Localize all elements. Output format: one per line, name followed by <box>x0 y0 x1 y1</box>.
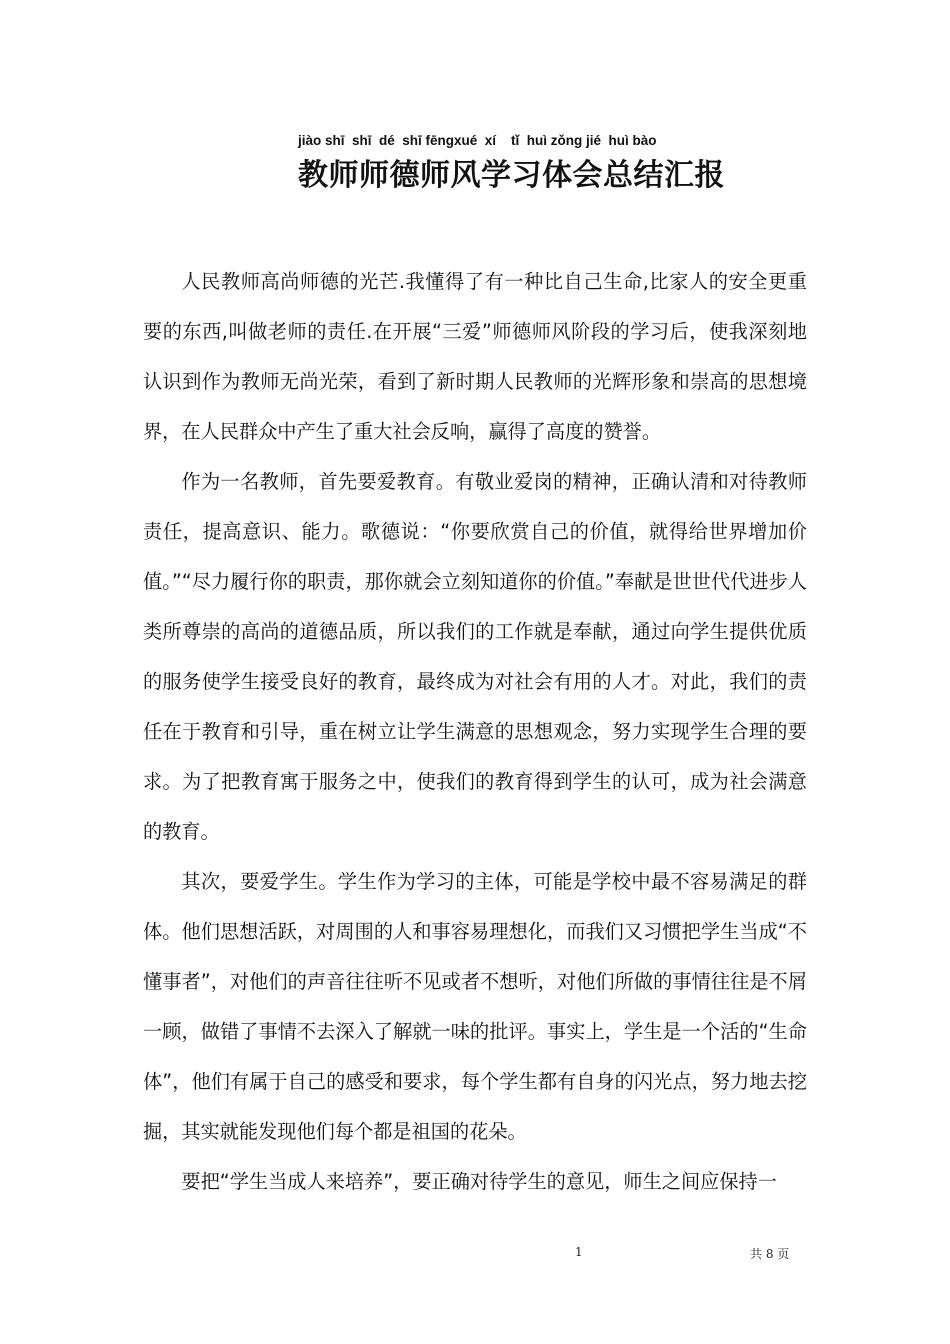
paragraph: 人民教师高尚师德的光芒.我懂得了有一种比自己生命,比家人的安全更重要的东西,叫做老师的责任.在开展“三爱”师德师风阶段的学习后，使我深刻地认识到作为教师无尚光荣，看到了新时期人民教师的光辉形象和崇高的思想境界，在人民群众中产生了重大社会反响，赢得了高度的赞誉。 <box>143 270 807 443</box>
paragraph: 要把“学生当成人来培养”，要正确对待学生的意见，师生之间应保持一 <box>181 1170 777 1193</box>
page-number: 1 <box>575 1245 583 1259</box>
total-pages: 共 8 页 <box>750 1247 790 1261</box>
paragraph: 其次，要爱学生。学生作为学习的主体，可能是学校中最不容易满足的群体。他们思想活跃，对周围的人和事容易理想化，而我们又习惯把学生当成“不懂事者”，对他们的声音往往听不见或者不想听，对他们所做的事情往往是不屑一顾，做错了事情不去深入了解就一味的批评。事实上，学生是一个活的“生命体”，他们有属于自己的感受和要求，每个学生都有自身的闪光点，努力地去挖掘，其实就能发现他们每个都是祖国的花朵。 <box>143 870 807 1143</box>
document-body <box>143 257 807 1207</box>
document-title: 教师师德师风学习体会总结汇报 <box>298 158 725 193</box>
title-pinyin: jiào shī shī dé shī fēngxué xí tǐ huì zǒng jié huì bào <box>298 133 657 148</box>
paragraph: 作为一名教师，首先要爱教育。有敬业爱岗的精神，正确认清和对待教师责任，提高意识、能力。歌德说：“你要欣赏自己的价值，就得给世界增加价值。”“尽力履行你的职责，那你就会立刻知道你的价值。”奉献是世世代代进步人类所尊崇的高尚的道德品质，所以我们的工作就是奉献，通过向学生提供优质的服务使学生接受良好的教育，最终成为对社会有用的人才。对此，我们的责任在于教育和引导，重在树立让学生满意的思想观念，努力实现学生合理的要求。为了把教育寓于服务之中，使我们的教育得到学生的认可，成为社会满意的教育。 <box>143 470 807 843</box>
